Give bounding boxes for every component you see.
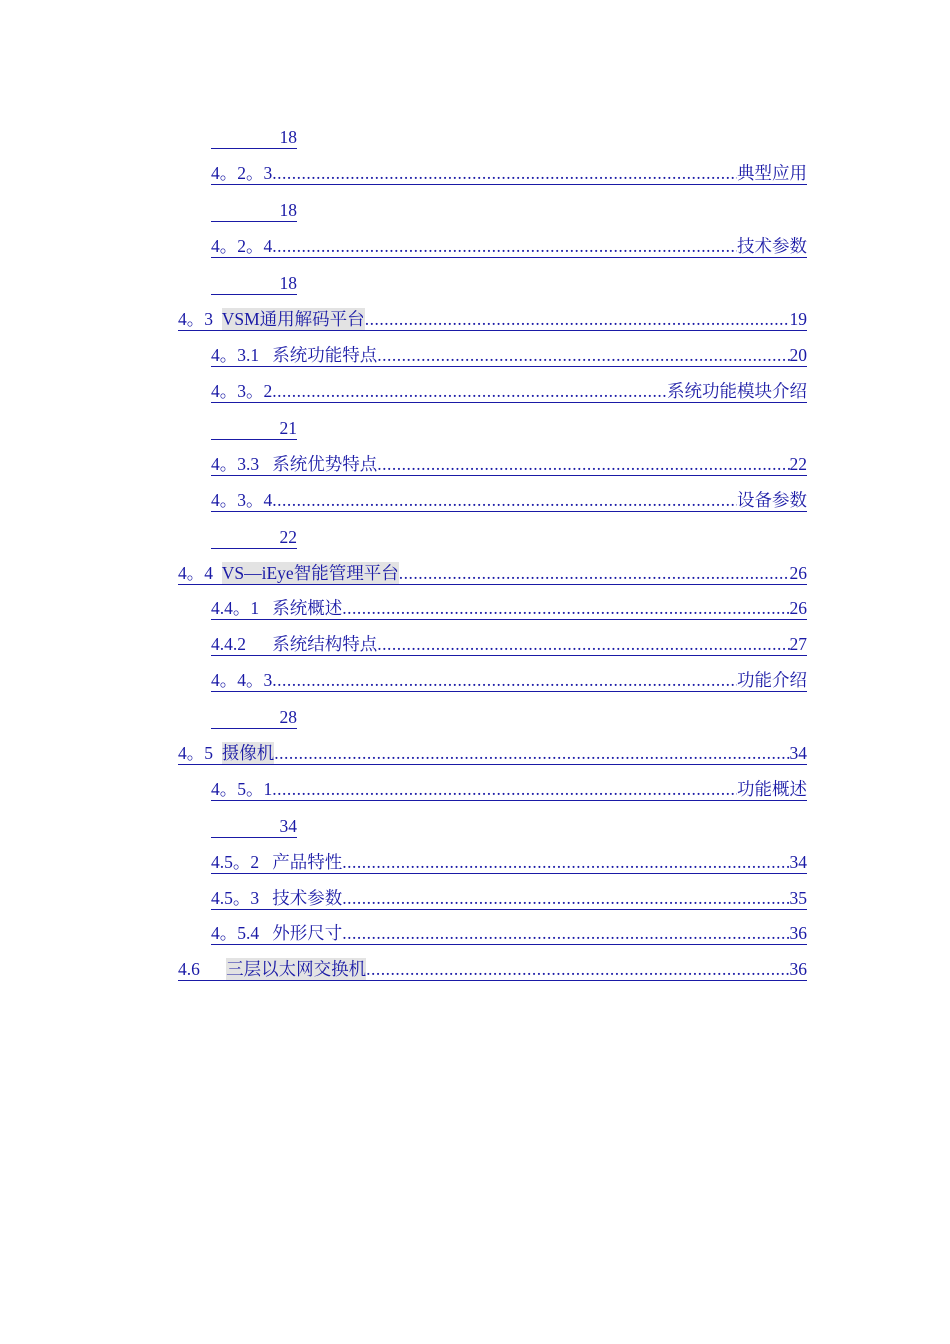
toc-continuation-line[interactable] [211, 415, 297, 440]
toc-page-number: 19 [789, 309, 807, 329]
toc-entry-subsection[interactable] [211, 885, 807, 910]
toc-page-number: 21 [279, 418, 297, 438]
toc-entry-number: 4。3。4 [211, 490, 273, 510]
toc-entry-number: 4。3 [178, 309, 222, 329]
toc-entry-title: 技术参数 [272, 888, 343, 908]
toc-entry-title: 三层以太网交换机 [226, 959, 367, 979]
toc-entry-number: 4.4。1 [211, 598, 273, 618]
toc-entry-title: 系统结构特点 [272, 634, 378, 654]
toc-dot-leader [342, 887, 789, 909]
toc-entry-subsection[interactable] [211, 631, 807, 656]
toc-dot-leader [365, 308, 790, 330]
toc-entry-number: 4.6 [178, 959, 227, 979]
toc-page-number: 22 [789, 454, 807, 474]
toc-entry-number: 4。5.4 [211, 923, 273, 943]
toc-continuation-line[interactable] [211, 813, 297, 838]
toc-entry-subsection[interactable] [211, 776, 807, 801]
toc-entry-title: 系统概述 [272, 598, 343, 618]
toc-entry-number: 4。5。1 [211, 779, 273, 799]
toc-page-number: 18 [279, 273, 297, 293]
toc-continuation-line[interactable] [211, 124, 297, 149]
toc-dot-leader [377, 633, 789, 655]
toc-entry-number: 4。4 [178, 563, 222, 583]
toc-dot-leader [342, 597, 789, 619]
toc-page-number: 34 [279, 816, 297, 836]
toc-page-number: 设备参数 [737, 490, 807, 510]
toc-entry-subsection[interactable] [211, 849, 807, 874]
toc-entry-subsection[interactable] [211, 667, 807, 692]
toc-entry-title: 系统优势特点 [272, 454, 378, 474]
toc-entry-number: 4.5。3 [211, 888, 273, 908]
toc-entry-title: 外形尺寸 [272, 923, 343, 943]
toc-entry-number: 4。3。2 [211, 381, 273, 401]
toc-page-number: 36 [789, 959, 807, 979]
toc-entry-section[interactable] [178, 560, 807, 585]
toc-page-number: 功能介绍 [737, 670, 807, 690]
toc-entry-title: 系统功能特点 [272, 345, 378, 365]
toc-page-number: 26 [789, 563, 807, 583]
toc-page-number: 18 [279, 200, 297, 220]
toc-entry-subsection[interactable] [211, 595, 807, 620]
toc-entry-section[interactable] [178, 956, 807, 981]
toc-page-number: 34 [789, 852, 807, 872]
toc-dot-leader [272, 778, 737, 800]
toc-entry-number: 4。3.3 [211, 454, 273, 474]
toc-dot-leader [274, 742, 789, 764]
toc-page-number: 20 [789, 345, 807, 365]
toc-dot-leader [377, 344, 789, 366]
toc-dot-leader [272, 380, 667, 402]
toc-dot-leader [377, 453, 789, 475]
toc-entry-number: 4。4。3 [211, 670, 273, 690]
toc-continuation-line[interactable] [211, 524, 297, 549]
toc-entry-number: 4.4.2 [211, 634, 273, 654]
toc-entry-section[interactable] [178, 306, 807, 331]
toc-dot-leader [272, 489, 737, 511]
toc-entry-subsection[interactable] [211, 920, 807, 945]
toc-entry-subsection[interactable] [211, 487, 807, 512]
toc-entry-title: VSM通用解码平台 [221, 309, 365, 329]
toc-page-number: 34 [789, 743, 807, 763]
toc-entry-title: 产品特性 [272, 852, 343, 872]
toc-dot-leader [399, 562, 790, 584]
toc-dot-leader [272, 235, 737, 257]
toc-entry-number: 4.5。2 [211, 852, 273, 872]
toc-entry-subsection[interactable] [211, 378, 807, 403]
toc-page-number: 技术参数 [737, 236, 807, 256]
toc-dot-leader [272, 669, 737, 691]
toc-page-number: 22 [279, 527, 297, 547]
toc-entry-number: 4。3.1 [211, 345, 273, 365]
toc-entry-title: VS—iEye智能管理平台 [221, 563, 399, 583]
toc-page-number: 26 [789, 598, 807, 618]
toc-continuation-line[interactable] [211, 197, 297, 222]
toc-page-number: 27 [789, 634, 807, 654]
toc-entry-subsection[interactable] [211, 233, 807, 258]
toc-page-number: 35 [789, 888, 807, 908]
toc-page-number: 28 [279, 707, 297, 727]
toc-entry-section[interactable] [178, 740, 807, 765]
toc-page-number: 36 [789, 923, 807, 943]
toc-entry-title: 摄像机 [221, 743, 275, 763]
toc-dot-leader [366, 958, 789, 980]
toc-entry-number: 4。5 [178, 743, 222, 763]
toc-dot-leader [342, 922, 789, 944]
toc-page-number: 系统功能模块介绍 [667, 381, 807, 401]
toc-continuation-line[interactable] [211, 704, 297, 729]
toc-entry-subsection[interactable] [211, 160, 807, 185]
toc-entry-subsection[interactable] [211, 342, 807, 367]
toc-dot-leader [272, 162, 737, 184]
toc-dot-leader [342, 851, 789, 873]
toc-page-number: 典型应用 [737, 163, 807, 183]
toc-entry-number: 4。2。3 [211, 163, 273, 183]
toc-continuation-line[interactable] [211, 270, 297, 295]
toc-entry-number: 4。2。4 [211, 236, 273, 256]
toc-page-number: 18 [279, 127, 297, 147]
toc-entry-subsection[interactable] [211, 451, 807, 476]
toc-page-number: 功能概述 [737, 779, 807, 799]
